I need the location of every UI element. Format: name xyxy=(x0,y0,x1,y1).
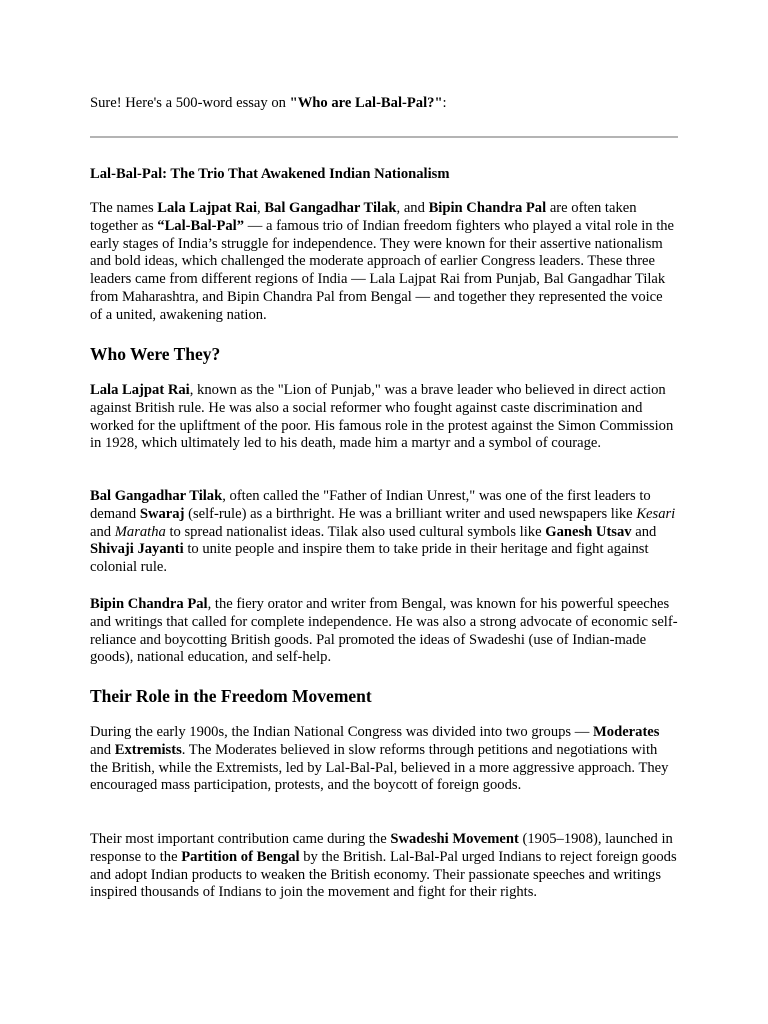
paragraph-lajpat-rai xyxy=(90,382,678,453)
bold-partition-of-bengal: Partition of Bengal xyxy=(181,848,300,865)
text-run: (self-rule) as a birthright. He was a brilliant writer and used newspapers like xyxy=(184,505,637,522)
paragraph-bipin-pal xyxy=(90,596,678,667)
text-run: . The Moderates believed in slow reforms through petitions and negotiations with the British, while the Extremists, led by Lal-Bal-Pal, believed in a more aggressive approach. They encouraged mass participation, protests, and the boycott of foreign goods. xyxy=(90,741,669,794)
italic-kesari: Kesari xyxy=(636,505,676,522)
paragraph-swadeshi-movement xyxy=(90,831,678,902)
intro-line xyxy=(90,94,447,112)
bold-moderates: Moderates xyxy=(593,724,660,740)
italic-maratha: Maratha xyxy=(114,523,166,540)
heading-who-were-they: Who Were They? xyxy=(90,344,221,364)
bold-shivaji-jayanti: Shivaji Jayanti xyxy=(90,541,184,558)
heading-role-in-freedom-movement: Their Role in the Freedom Movement xyxy=(90,686,372,706)
text-run: — a famous trio of Indian freedom fighters who played a vital role in the early stages of India’s struggle for independence. They were known for their assertive nationalism and bold ideas, which challenged the moderate approach of earlier Congress leaders. These three leaders came from different regions of India — Lala Lajpat Rai from Punjab, Bal Gangadhar Tilak from Maharashtra, and Bipin Chandra Pal from Bengal — and together they represented the voice of a united, awakening nation. xyxy=(90,217,675,323)
paragraph-moderates-extremists xyxy=(90,724,678,795)
text-run: to spread nationalist ideas. Tilak also used cultural symbols like xyxy=(165,523,546,540)
bold-name-bipin-pal: Bipin Chandra Pal xyxy=(90,596,208,612)
text-run: , and xyxy=(396,200,429,216)
bold-ganesh-utsav: Ganesh Utsav xyxy=(545,523,632,540)
bold-swadeshi-movement: Swadeshi Movement xyxy=(390,831,519,847)
bold-name-tilak: Bal Gangadhar Tilak xyxy=(264,200,397,216)
bold-lal-bal-pal: “Lal-Bal-Pal” xyxy=(157,217,245,234)
text-run: by the British. Lal-Bal-Pal urged Indians to reject foreign goods and adopt Indian products to weaken the British economy. Their passionate speeches and writings inspired thousands of Indians to join the movement and fight for their rights. xyxy=(90,848,677,901)
text-run: and xyxy=(631,523,657,540)
intro-quoted-title: "Who are Lal-Bal-Pal?" xyxy=(289,95,443,111)
text-run: (1905–1908), launched in response to the xyxy=(90,831,673,865)
intro-suffix: : xyxy=(442,95,447,111)
bold-name-lajpat-rai: Lala Lajpat Rai xyxy=(157,200,258,216)
text-run: are often taken together as xyxy=(90,200,637,234)
bold-swaraj: Swaraj xyxy=(139,505,185,522)
text-run: and xyxy=(90,523,115,540)
text-run: Their most important contribution came during the xyxy=(90,831,391,847)
bold-name-lajpat-rai: Lala Lajpat Rai xyxy=(90,382,190,398)
horizontal-divider xyxy=(90,136,678,138)
text-run: During the early 1900s, the Indian National Congress was divided into two groups — xyxy=(90,724,593,740)
paragraph-intro xyxy=(90,200,678,325)
bold-name-tilak: Bal Gangadhar Tilak xyxy=(90,488,223,504)
text-run: and xyxy=(90,741,115,758)
bold-extremists: Extremists xyxy=(114,741,182,758)
text-run: to unite people and inspire them to take pride in their heritage and fight against colonial rule. xyxy=(90,541,649,576)
intro-prefix: Sure! Here's a 500-word essay on xyxy=(90,95,290,111)
text-run: , the fiery orator and writer from Bengal, was known for his powerful speeches and writings that called for complete independence. He was also a strong advocate of economic self-reliance and boycotting British goods. Pal promoted the ideas of Swadeshi (use of Indian-made goods), national education, and self-help. xyxy=(90,596,678,666)
paragraph-tilak xyxy=(90,488,678,577)
text-run: The names xyxy=(90,200,158,216)
bold-name-bipin-pal: Bipin Chandra Pal xyxy=(428,200,547,216)
text-run: , known as the "Lion of Punjab," was a brave leader who believed in direct action against British rule. He was also a social reformer who fought against caste discrimination and worked for the upliftment of the poor. His famous role in the protest against the Simon Commission in 1928, which ultimately led to his death, made him a martyr and a symbol of courage. xyxy=(90,382,674,452)
text-run: , often called the "Father of Indian Unrest," was one of the first leaders to demand xyxy=(90,488,651,522)
essay-title: Lal-Bal-Pal: The Trio That Awakened Indian Nationalism xyxy=(90,166,450,182)
text-run: , xyxy=(257,200,265,216)
